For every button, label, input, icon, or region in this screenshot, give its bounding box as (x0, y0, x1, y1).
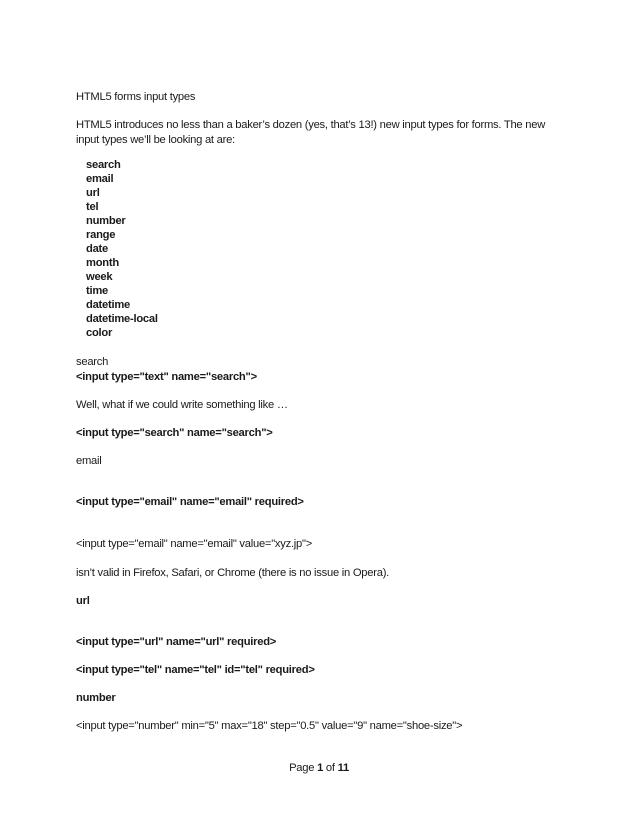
section-heading-number: number (76, 692, 116, 704)
list-item: number (86, 215, 126, 227)
footer-of-word: of (325, 762, 335, 774)
footer-page-current: 1 (317, 762, 324, 774)
paragraph-well: Well, what if we could write something like … (76, 399, 288, 411)
list-item: tel (86, 201, 99, 213)
section-heading-email: email (76, 455, 102, 467)
paragraph-email-note: isn’t valid in Firefox, Safari, or Chrome (there is no issue in Opera). (76, 567, 390, 579)
section-heading-search: search (76, 356, 109, 368)
list-item: month (86, 257, 119, 269)
page-footer (0, 761, 638, 775)
code-url: <input type="url" name="url" required> (76, 636, 277, 648)
code-email-value: <input type="email" name="email" value="xyz.jp"> (76, 538, 313, 550)
footer-page-word: Page (289, 762, 315, 774)
list-item: time (86, 285, 109, 297)
intro-paragraph-line-1: HTML5 introduces no less than a baker’s dozen (yes, that’s 13!) new input types for forms. The new (76, 119, 546, 131)
list-item: datetime (86, 299, 131, 311)
code-search-text: <input type="text" name="search"> (76, 371, 257, 383)
list-item: datetime-local (86, 313, 158, 325)
document-title: HTML5 forms input types (76, 91, 196, 103)
list-item: url (86, 187, 100, 199)
code-email-required: <input type="email" name="email" required> (76, 496, 304, 508)
list-item: color (86, 327, 113, 339)
footer-page-total: 11 (337, 762, 349, 774)
section-heading-url: url (76, 595, 90, 607)
list-item: range (86, 229, 116, 241)
list-item: search (86, 159, 121, 171)
list-item: email (86, 173, 114, 185)
code-tel: <input type="tel" name="tel" id="tel" required> (76, 664, 315, 676)
code-search-type: <input type="search" name="search"> (76, 427, 273, 439)
list-item: date (86, 243, 109, 255)
list-item: week (86, 271, 113, 283)
code-number: <input type="number" min="5" max="18" step="0.5" value="9" name="shoe-size"> (76, 720, 463, 732)
intro-paragraph-line-2: input types we’ll be looking at are: (76, 134, 235, 146)
